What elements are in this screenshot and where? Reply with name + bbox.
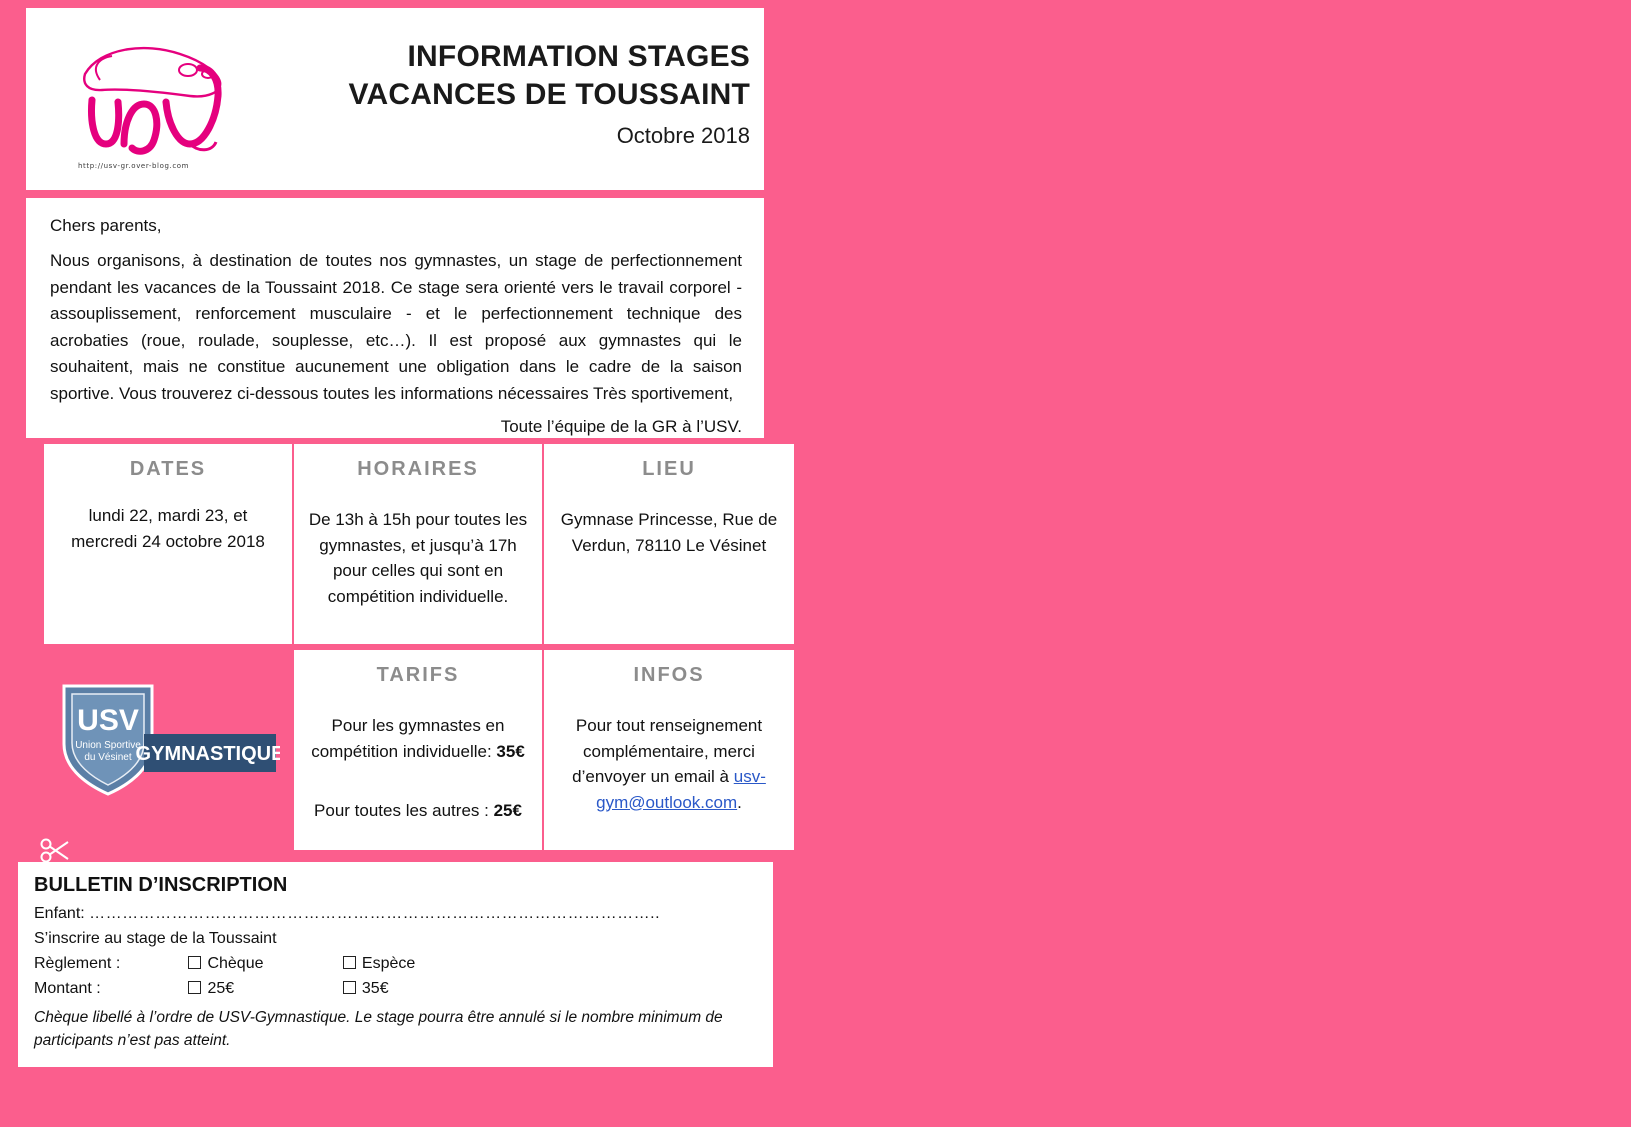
usv-shield-logo xyxy=(48,672,280,800)
infos-text-after: . xyxy=(737,792,742,812)
usv-script-logo xyxy=(40,22,240,177)
infos-text-before: Pour tout renseignement complémentaire, merci d’envoyer un email à xyxy=(572,716,763,786)
bulletin-registration-line: S’inscrire au stage de la Toussaint xyxy=(34,930,277,947)
bulletin-payment-label: Règlement : xyxy=(34,955,121,972)
checkbox-icon[interactable] xyxy=(343,981,356,994)
bulletin-payment-option-espece-label: Espèce xyxy=(361,955,416,972)
tarifs-spacer xyxy=(294,764,542,798)
bulletin-payment-option-cheque-label: Chèque xyxy=(207,955,264,972)
title-line-2: VACANCES DE TOUSSAINT xyxy=(348,78,750,112)
bulletin-payment-row xyxy=(34,955,757,973)
tarifs-line2-text: Pour toutes les autres : xyxy=(314,801,494,820)
title-subtitle: Octobre 2018 xyxy=(616,122,750,148)
shield-icon xyxy=(48,672,280,800)
title-block xyxy=(230,38,750,149)
card-tarifs-line-1 xyxy=(294,713,542,764)
bulletin-note: Chèque libellé à l’ordre de USV-Gymnastique. Le stage pourra être annulé si le nombre minimum de participants n’est pas atteint. xyxy=(34,1009,723,1050)
bulletin-title: BULLETIN D’INSCRIPTION xyxy=(34,874,288,896)
bulletin-amount-option-25-label: 25€ xyxy=(207,980,235,997)
card-lieu-body: Gymnase Princesse, Rue de Verdun, 78110 Le Vésinet xyxy=(560,510,778,555)
bulletin-child-input[interactable]: ………………………………………………………………………………………….. xyxy=(89,905,661,922)
card-horaires xyxy=(294,444,542,644)
card-tarifs-line-2 xyxy=(294,798,542,824)
bulletin-amount-option-35[interactable] xyxy=(343,980,493,998)
card-horaires-body: De 13h à 15h pour toutes les gymnastes, et jusqu’à 17h pour celles qui sont en compétition individuelle. xyxy=(308,510,528,606)
bulletin-payment-option-cheque[interactable] xyxy=(188,955,338,973)
header-box xyxy=(26,8,764,190)
tarifs-line1-price: 35€ xyxy=(496,741,525,761)
tarifs-line1-text: Pour les gymnastes en compétition individuelle: xyxy=(311,716,505,761)
infos-email-link[interactable]: usv-gym@outlook.com xyxy=(596,767,766,812)
intro-box xyxy=(26,198,764,438)
svg-text:du Vésinet: du Vésinet xyxy=(84,752,132,763)
card-dates-body: lundi 22, mardi 23, et mercredi 24 octobre 2018 xyxy=(71,506,265,551)
intro-signature: Toute l’équipe de la GR à l’USV. xyxy=(500,417,742,437)
card-dates xyxy=(44,444,292,644)
svg-text:USV: USV xyxy=(77,704,139,737)
card-tarifs-title: TARIFS xyxy=(376,664,460,686)
card-infos-title: INFOS xyxy=(633,664,705,686)
card-lieu-title: LIEU xyxy=(642,458,696,480)
usv-script-icon xyxy=(40,22,240,162)
tarifs-line2-price: 25€ xyxy=(493,801,522,820)
card-dates-title: DATES xyxy=(129,458,207,480)
checkbox-icon[interactable] xyxy=(343,956,356,969)
bulletin-amount-row xyxy=(34,980,757,998)
card-infos xyxy=(544,650,794,850)
card-infos-body xyxy=(544,713,794,815)
checkbox-icon[interactable] xyxy=(188,956,201,969)
card-tarifs xyxy=(294,650,542,850)
svg-text:GYMNASTIQUE: GYMNASTIQUE xyxy=(135,743,280,765)
bulletin-payment-option-espece[interactable] xyxy=(343,955,493,973)
card-horaires-title: HORAIRES xyxy=(357,458,479,480)
bulletin-child-label: Enfant: xyxy=(34,905,85,922)
bulletin-child-row xyxy=(34,905,757,923)
title-line-1: INFORMATION STAGES xyxy=(407,40,750,73)
bulletin-amount-option-25[interactable] xyxy=(188,980,338,998)
card-lieu xyxy=(544,444,794,644)
bulletin-form xyxy=(18,862,773,1067)
logo-url-text: http://usv-gr.over-blog.com xyxy=(78,162,190,170)
intro-greeting: Chers parents, xyxy=(50,216,162,235)
intro-body: Nous organisons, à destination de toutes nos gymnastes, un stage de perfectionnement pendant les vacances de la Toussaint 2018. Ce stage sera orienté vers le travail corporel - assouplissement, renforcement musculaire - et le perfectionnement technique des acrobaties (roue, roulade, souplesse, etc…). Il est proposé aux gymnastes qui le souhaitent, mais ne constitue aucunement une obligation dans le cadre de la saison sportive. Vous trouverez ci-dessous toutes les informations nécessaires Très sportivement, xyxy=(50,251,742,403)
bulletin-amount-label: Montant : xyxy=(34,980,101,997)
scissors-icon xyxy=(40,838,70,864)
svg-text:Union Sportive: Union Sportive xyxy=(75,740,141,751)
checkbox-icon[interactable] xyxy=(188,981,201,994)
bulletin-amount-option-35-label: 35€ xyxy=(361,980,389,997)
